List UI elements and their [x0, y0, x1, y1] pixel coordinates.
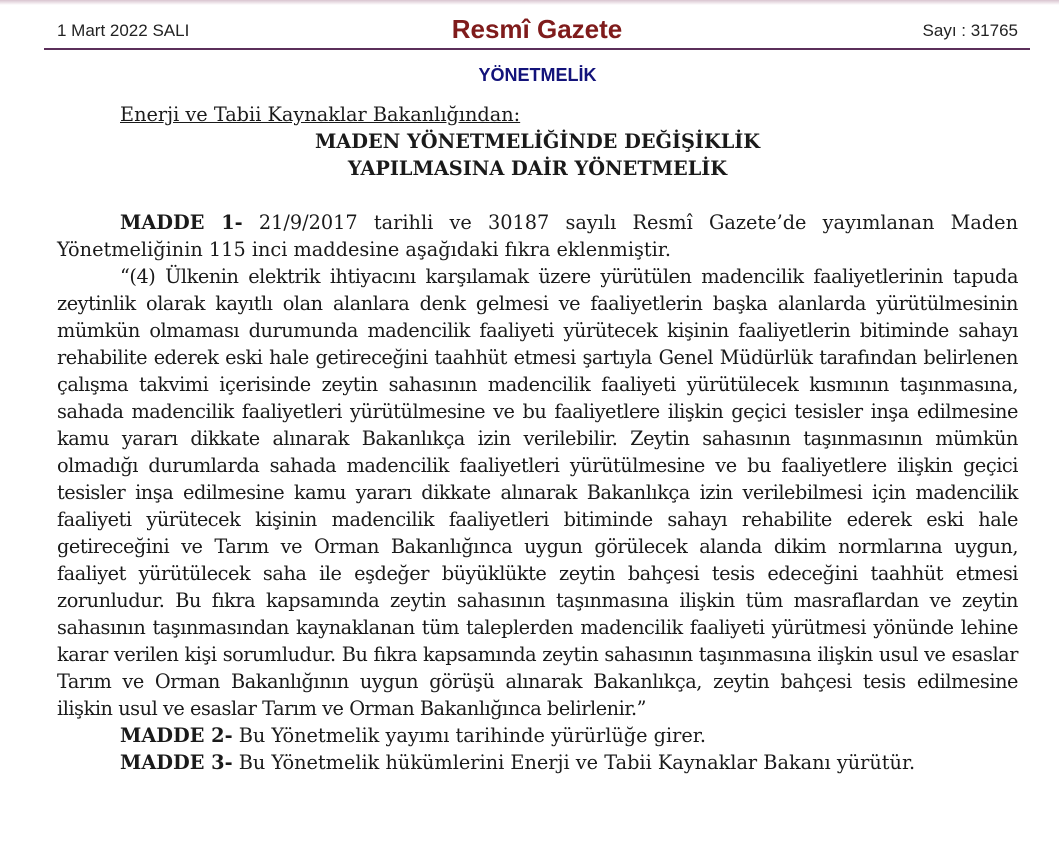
issue-number: Sayı : 31765 [922, 21, 1018, 40]
article-3 [57, 749, 1018, 776]
regulation-title-line-2: YAPILMASINA DAİR YÖNETMELİK [347, 157, 728, 180]
article-2 [57, 722, 1018, 749]
article-3-label: MADDE 3- [120, 751, 233, 774]
issuing-ministry: Enerji ve Tabii Kaynaklar Bakanlığından: [120, 103, 521, 126]
quoted-paragraph: “(4) Ülkenin elektrik ihtiyacını karşılamak üzere yürütülen madencilik faaliyetlerinin tapuda zeytinlik olarak kayıtlı olan alanlara denk gelmesi ve faaliyetlerin başka alanlarda yürütülmesinin mümkün olmaması durumunda madencilik faaliyeti yürütecek kişinin faaliyetlerin bitiminde sahayı rehabilite ederek eski hale getireceğini taahhüt etmesi şartıyla Genel Müdürlük tarafından belirlenen çalışma takvimi içerisinde zeytin sahasının madencilik faaliyeti yürütülecek kısmının taşınmasına, sahada madencilik faaliyetleri yürütülmesine ve bu faaliyetlere ilişkin geçici tesisler inşa edilmesine kamu yararı dikkate alınarak Bakanlıkça izin verilebilir. Zeytin sahasının taşınmasının mümkün olmadığı durumlarda sahada madencilik faaliyetleri yürütülmesine ve bu faaliyetlere ilişkin geçici tesisler inşa edilmesine kamu yararı dikkate alınarak Bakanlıkça izin verilebilmesi için madencilik faaliyeti yürütecek kişinin madencilik faaliyetleri bitiminde sahayı rehabilite ederek eski hale getireceğini ve Tarım ve Orman Bakanlığınca uygun görülecek alanda dikim normlarına uygun, faaliyet yürütülecek saha ile eşdeğer büyüklükte zeytin bahçesi tesis edeceğini taahhüt etmesi zorunludur. Bu fıkra kapsamında zeytin sahasının taşınmasına ilişkin tüm masraflardan ve zeytin sahasının taşınmasından kaynaklanan tüm taleplerden madencilik faaliyeti yürütmesi yönünde lehine karar verilen kişi sorumludur. Bu fıkra kapsamında zeytin sahasının taşınmasına ilişkin usul ve esaslar Tarım ve Orman Bakanlığının uygun görüşü alınarak Bakanlıkça, zeytin bahçesi tesis edilmesine ilişkin usul ve esaslar Tarım ve Orman Bakanlığınca belirlenir.” [57, 265, 1018, 720]
gazette-title: Resmî Gazete [451, 14, 623, 44]
regulation-title-line-1: MADEN YÖNETMELİĞİNDE DEĞİŞİKLİK [314, 130, 761, 153]
top-shade [0, 0, 1059, 5]
article-1 [57, 209, 1018, 263]
gazette-header [44, 12, 1030, 50]
regulation-document [57, 101, 1018, 776]
publication-date: 1 Mart 2022 SALI [57, 21, 190, 40]
article-3-text: Bu Yönetmelik hükümlerini Enerji ve Tabii Kaynaklar Bakanı yürütür. [232, 751, 916, 774]
article-1-label: MADDE 1- [120, 211, 243, 234]
article-1-text: 21/9/2017 tarihli ve 30187 sayılı Resmî Gazete’de yayımlanan Maden Yönetmeliğinin 115 inci maddesine aşağıdaki fıkra eklenmiştir. [57, 211, 1018, 261]
article-2-label: MADDE 2- [120, 724, 233, 747]
article-2-text: Bu Yönetmelik yayımı tarihinde yürürlüğe girer. [232, 724, 707, 747]
section-heading: YÖNETMELİK [478, 65, 597, 85]
spacer [57, 182, 1018, 209]
